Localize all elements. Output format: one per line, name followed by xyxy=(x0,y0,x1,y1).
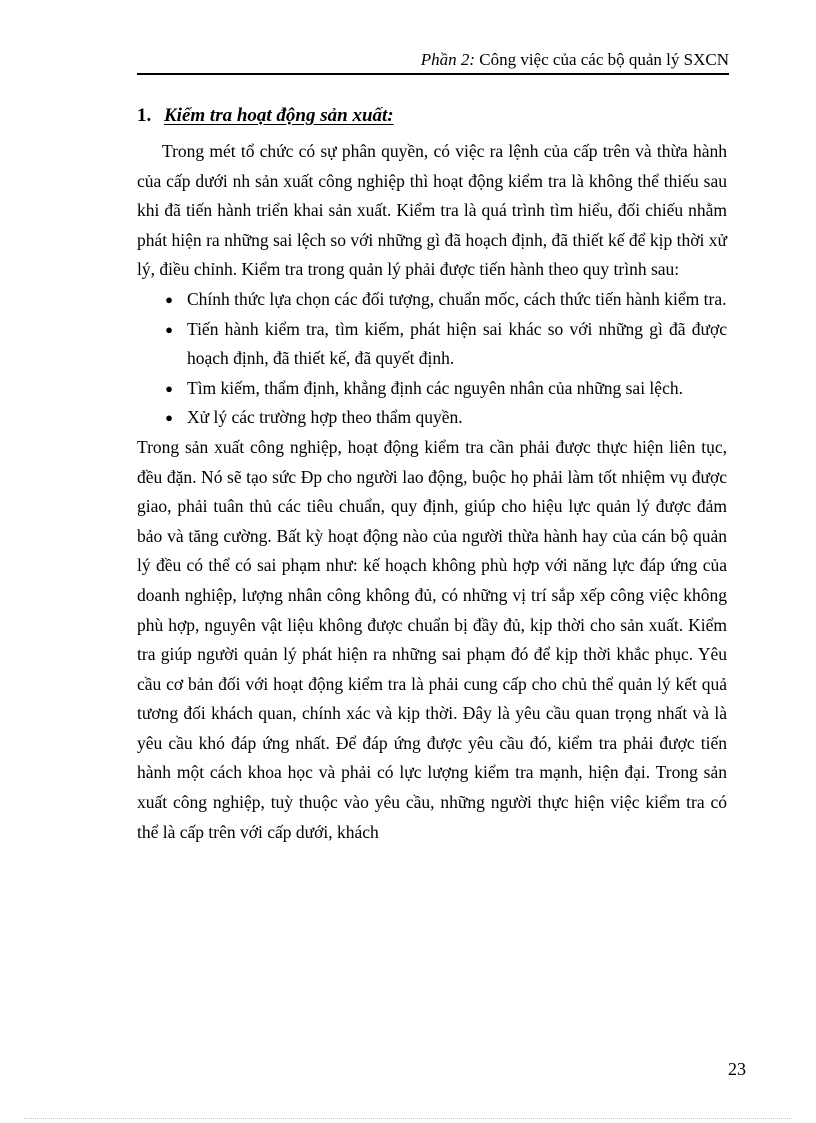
list-item xyxy=(137,403,727,433)
bullet-icon: ● xyxy=(165,380,173,396)
bullet-icon: ● xyxy=(165,410,173,426)
bullet-icon: ● xyxy=(165,321,173,337)
procedure-list xyxy=(137,285,727,433)
page-header xyxy=(137,50,729,70)
document-body xyxy=(137,137,727,847)
list-item xyxy=(137,285,727,315)
list-item xyxy=(137,315,727,374)
header-divider xyxy=(137,73,729,75)
page-number: 23 xyxy=(728,1059,746,1079)
page-bottom-divider xyxy=(24,1118,792,1119)
intro-paragraph: Trong mét tổ chức có sự phân quyền, có việc ra lệnh của cấp trên và thừa hành của cấp dưới nh sản xuất công nghiệp thì hoạt động kiểm tra là không thể thiếu sau khi đã tiến hành triển khai sản xuất. Kiểm tra là quá trình tìm hiểu, đối chiếu nhằm phát hiện ra những sai lệch so với những gì đã hoạch định, đã thiết kế để kịp thời xử lý, điều chỉnh. Kiểm tra trong quản lý phải được tiến hành theo quy trình sau: xyxy=(137,141,727,280)
section-heading xyxy=(137,104,394,128)
list-item-text: Tiến hành kiểm tra, tìm kiếm, phát hiện sai khác so với những gì đã được hoạch định, đã thiết kế, đã quyết định. xyxy=(187,318,727,369)
list-item-text: Chính thức lựa chọn các đối tượng, chuẩn mốc, cách thức tiến hành kiểm tra. xyxy=(187,288,727,309)
header-title: Công việc của các bộ quản lý SXCN xyxy=(479,50,729,69)
section-number: 1. xyxy=(137,105,152,126)
header-part-label: Phần 2: xyxy=(420,50,475,69)
section-title: Kiểm tra hoạt động sản xuất: xyxy=(164,105,394,126)
main-paragraph: Trong sản xuất công nghiệp, hoạt động kiểm tra cần phải được thực hiện liên tục, đều đặn. Nó sẽ tạo sức Ðp cho người lao động, buộc họ phải làm tốt nhiệm vụ được giao, phải tuân thủ các tiêu chuẩn, quy định, giúp cho hiệu lực quản lý được đảm bảo và tăng cường. Bất kỳ hoạt động nào của người thừa hành hay của cán bộ quản lý đều có thể có sai phạm như: kế hoạch không phù hợp với năng lực đáp ứng của doanh nghiệp, lượng nhân công không đủ, có những vị trí sắp xếp công việc không phù hợp, nguyên vật liệu không được chuẩn bị đầy đủ, kịp thời cho sản xuất. Kiểm tra giúp người quản lý phát hiện ra những sai phạm đó để kịp thời khắc phục. Yêu cầu cơ bản đối với hoạt động kiểm tra là phải cung cấp cho chủ thể quản lý kết quả tương đối khách quan, chính xác và kịp thời. Đây là yêu cầu quan trọng nhất và là yêu cầu khó đáp ứng nhất. Để đáp ứng được yêu cầu đó, kiểm tra phải được tiến hành một cách khoa học và phải có lực lượng kiểm tra mạnh, hiện đại. Trong sản xuất công nghiệp, tuỳ thuộc vào yêu cầu, những người thực hiện việc kiểm tra có thể là cấp trên với cấp dưới, khách xyxy=(137,436,727,842)
list-item xyxy=(137,374,727,404)
list-item-text: Tìm kiếm, thẩm định, khẳng định các nguyên nhân của những sai lệch. xyxy=(187,377,683,398)
bullet-icon: ● xyxy=(165,291,173,307)
list-item-text: Xử lý các trường hợp theo thẩm quyền. xyxy=(187,407,463,428)
